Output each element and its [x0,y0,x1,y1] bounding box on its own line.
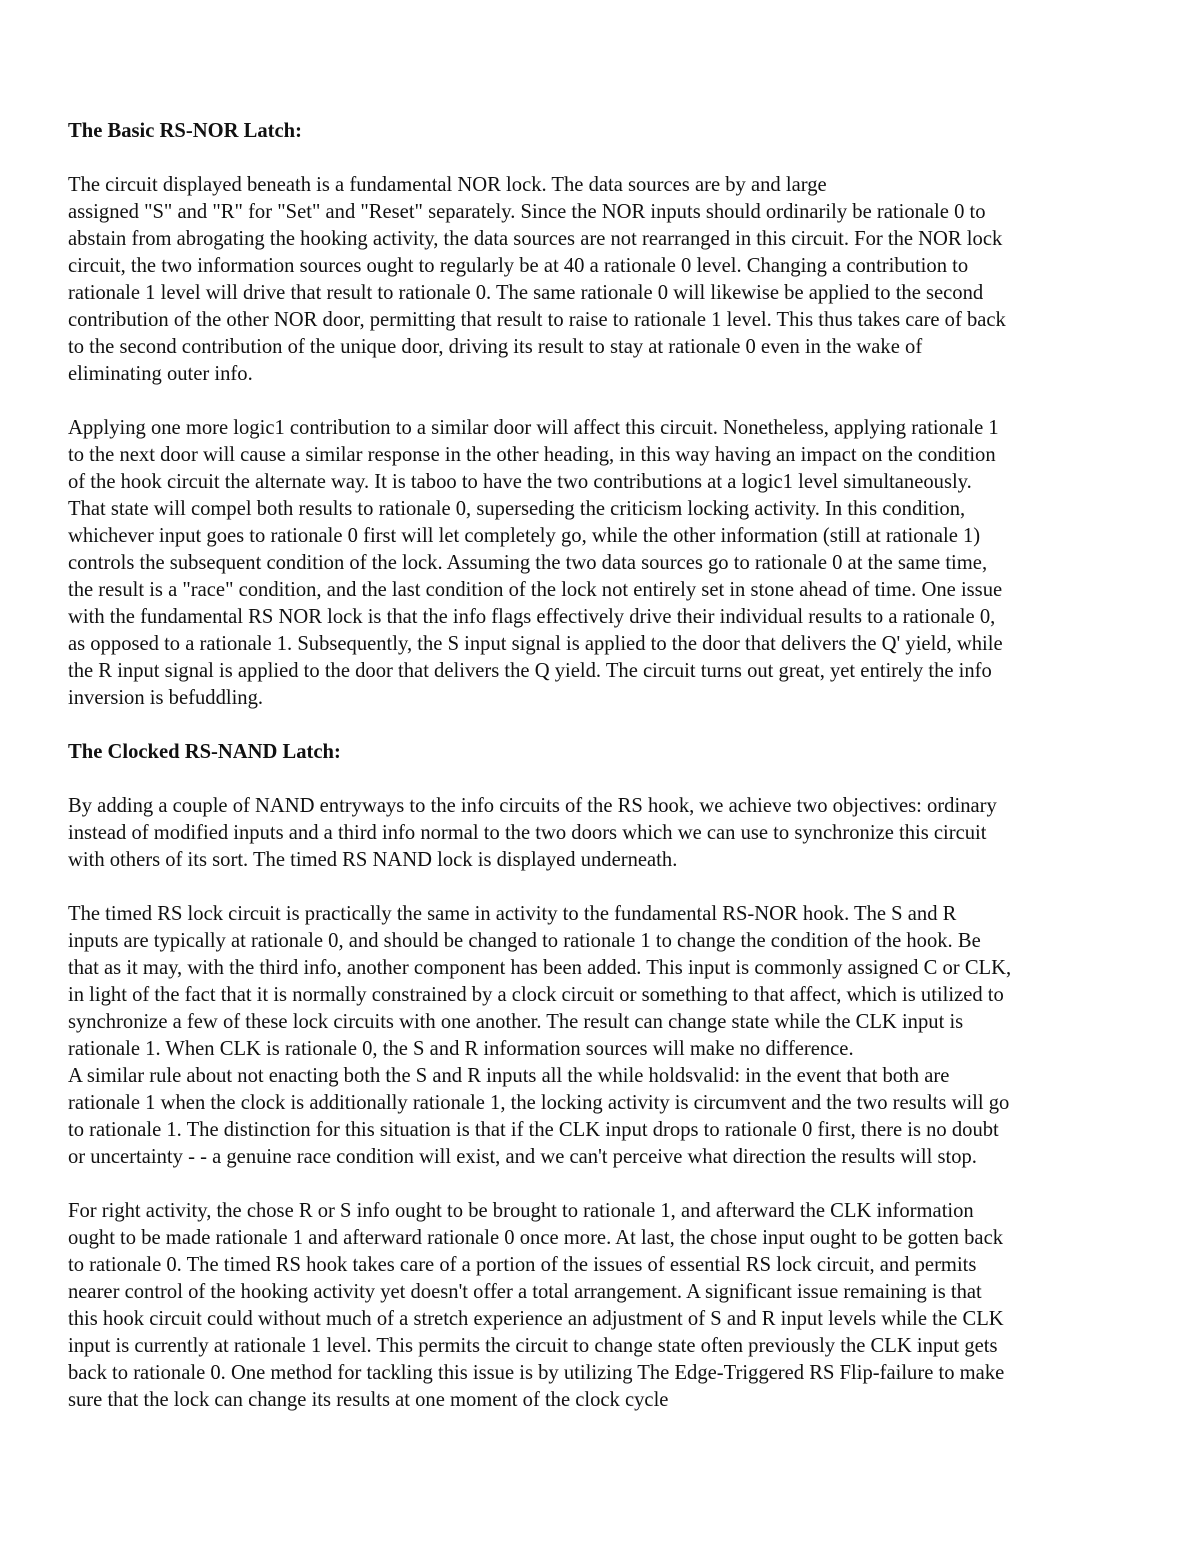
text-line: circuit, the two information sources ought to regularly be at 40 a rationale 0 level. Changing a contribution to [68,255,969,277]
text-line: to the second contribution of the unique door, driving its result to stay at rationale 0 even in the wake of [68,336,923,358]
text-line: ought to be made rationale 1 and afterward rationale 0 once more. At last, the chose input ought to be gotten back [68,1227,1004,1249]
text-line: instead of modified inputs and a third info normal to the two doors which we can use to synchronize this circuit [68,822,987,844]
text-line: of the hook circuit the alternate way. It is taboo to have the two contributions at a logic1 level simultaneously. [68,471,972,493]
text-line: back to rationale 0. One method for tackling this issue is by utilizing The Edge-Triggered RS Flip-failure to make [68,1362,1005,1384]
text-line: The timed RS lock circuit is practically the same in activity to the fundamental RS-NOR hook. The S and R [68,903,957,925]
text-line: this hook circuit could without much of a stretch experience an adjustment of S and R input levels while the CLK [68,1308,1004,1330]
text-line: contribution of the other NOR door, permitting that result to raise to rationale 1 level. This thus takes care of back [68,309,1006,331]
text-line: By adding a couple of NAND entryways to the info circuits of the RS hook, we achieve two objectives: ordinary [68,795,997,817]
section-heading: The Basic RS-NOR Latch: [68,120,302,142]
section-clocked-rs-nand-latch [68,739,1148,1414]
text-line: Applying one more logic1 contribution to a similar door will affect this circuit. Nonetheless, applying rationale 1 [68,417,999,439]
text-line: A similar rule about not enacting both the S and R inputs all the while holdsvalid: in the event that both are [68,1065,950,1087]
document-page [68,118,1148,1441]
text-line: to rationale 1. The distinction for this situation is that if the CLK input drops to rationale 0 first, there is no doubt [68,1119,999,1141]
section-basic-rs-nor-latch [68,118,1148,712]
text-line: to the next door will cause a similar response in the other heading, in this way having an impact on the condition [68,444,996,466]
text-line: sure that the lock can change its results at one moment of the clock cycle [68,1389,669,1411]
text-line: nearer control of the hooking activity yet doesn't offer a total arrangement. A significant issue remaining is that [68,1281,982,1303]
text-line: abstain from abrogating the hooking activity, the data sources are not rearranged in this circuit. For the NOR lock [68,228,1003,250]
text-line: to rationale 0. The timed RS hook takes care of a portion of the issues of essential RS lock circuit, and permits [68,1254,977,1276]
text-line: eliminating outer info. [68,363,253,385]
text-line: rationale 1. When CLK is rationale 0, the S and R information sources will make no difference. [68,1038,854,1060]
paragraph [68,1198,1148,1414]
text-line: assigned "S" and "R" for "Set" and "Reset" separately. Since the NOR inputs should ordinarily be rationale 0 to [68,201,986,223]
text-line: rationale 1 when the clock is additionally rationale 1, the locking activity is circumvent and the two results will go [68,1092,1010,1114]
paragraph [68,415,1148,712]
section-heading: The Clocked RS-NAND Latch: [68,741,341,763]
text-line: in light of the fact that it is normally constrained by a clock circuit or something to that affect, which is utilized to [68,984,1004,1006]
text-line: The circuit displayed beneath is a fundamental NOR lock. The data sources are by and large [68,174,827,196]
text-line: as opposed to a rationale 1. Subsequently, the S input signal is applied to the door that delivers the Q' yield, while [68,633,1003,655]
paragraph [68,901,1148,1171]
text-line: with the fundamental RS NOR lock is that the info flags effectively drive their individual results to a rationale 0, [68,606,996,628]
text-line: input is currently at rationale 1 level. This permits the circuit to change state often previously the CLK input gets [68,1335,998,1357]
text-line: inputs are typically at rationale 0, and should be changed to rationale 1 to change the condition of the hook. Be [68,930,981,952]
text-line: For right activity, the chose R or S info ought to be brought to rationale 1, and afterward the CLK information [68,1200,974,1222]
text-line: the result is a "race" condition, and the last condition of the lock not entirely set in stone ahead of time. One issue [68,579,1003,601]
text-line: rationale 1 level will drive that result to rationale 0. The same rationale 0 will likewise be applied to the second [68,282,984,304]
text-line: or uncertainty - - a genuine race condition will exist, and we can't perceive what direction the results will stop. [68,1146,977,1168]
text-line: with others of its sort. The timed RS NAND lock is displayed underneath. [68,849,678,871]
text-line: the R input signal is applied to the door that delivers the Q yield. The circuit turns out great, yet entirely the info [68,660,992,682]
text-line: that as it may, with the third info, another component has been added. This input is commonly assigned C or CLK, [68,957,1012,979]
text-line: synchronize a few of these lock circuits with one another. The result can change state while the CLK input is [68,1011,964,1033]
paragraph [68,793,1148,874]
text-line: controls the subsequent condition of the lock. Assuming the two data sources go to rationale 0 at the same time, [68,552,988,574]
text-line: That state will compel both results to rationale 0, superseding the criticism locking activity. In this condition, [68,498,966,520]
paragraph [68,172,1148,388]
text-line: whichever input goes to rationale 0 first will let completely go, while the other information (still at rationale 1) [68,525,981,547]
text-line: inversion is befuddling. [68,687,264,709]
